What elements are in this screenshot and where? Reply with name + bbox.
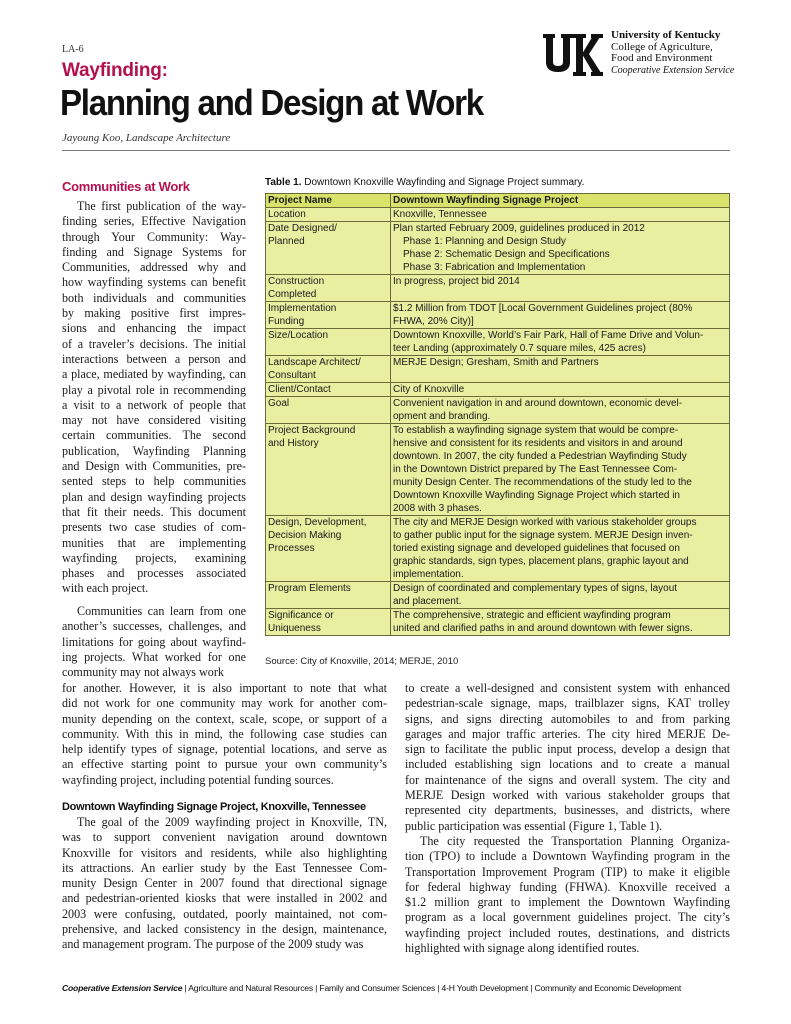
text-line: for another. However, it is also important to note that what [62,681,387,695]
text-line: interactions between a person and [62,351,246,366]
table-value-line: to gather public input for the signage system. MERJE Design inven- [393,530,693,541]
text-line: The first publication of the way- [77,199,246,213]
table-value-line: The comprehensive, strategic and efficient wayfinding program [393,610,671,621]
table-phase-line: Phase 3: Fabrication and Implementation [403,262,586,273]
author-line: Jayoung Koo, Landscape Architecture [62,132,231,144]
text-line: finding series, Effective Navigation [62,214,246,229]
table-key-line: Goal [268,398,290,409]
table-source: Source: City of Knoxville, 2014; MERJE, 2010 [265,656,459,667]
text-line: community. With this in mind, the following case studies can [62,726,387,741]
text-line: wayfinding projects, examining [62,550,246,565]
table-key-line: and History [268,438,319,449]
table-row [266,275,730,302]
table-key-line: Client/Contact [268,384,331,395]
page-title: Planning and Design at Work [60,82,483,123]
text-line: through Your Community: Way- [62,229,246,244]
footer-rest: | Agriculture and Natural Resources | Family and Consumer Sciences | 4-H Youth Development | Community and Economic Development [182,983,682,993]
table-value-line: Downtown Knoxville Wayfinding Signage Project which started in [393,490,680,501]
text-line: of a traveler’s decisions. The initial [62,336,246,351]
table-key-line: Landscape Architect/ [268,357,361,368]
table-key-line: Design, Development, [268,517,367,528]
table-key-line: Uniqueness [268,623,321,634]
text-line: munity Design Center in 2007 found that directional signage [62,876,387,891]
text-line: by making positive first impres- [62,306,246,321]
institution-name: University of Kentucky [611,29,721,41]
table-key-line: Location [268,209,306,220]
text-line: and management program. The purpose of the 2009 study was [62,937,364,952]
table-row-key [266,424,391,516]
table-phase-line: Phase 2: Schematic Design and Specifications [403,249,610,260]
table-value-line: In progress, project bid 2014 [393,276,520,287]
table-row-value [391,424,730,516]
project-summary-table [265,193,730,636]
text-line: may not have considered visiting [62,413,246,428]
text-line: community may not always work [62,665,224,680]
table-row-value [391,275,730,302]
text-line: for maintenance of the signs and overall system. The city and [405,772,730,787]
text-line: with each project. [62,581,149,596]
table-key-line: Program Elements [268,583,351,594]
table-value-line: in the Downtown District prepared by The East Tennessee Com- [393,464,678,475]
table-key-line: Processes [268,543,315,554]
text-line: both individuals and communities [62,290,246,305]
text-line: Communities can learn from one [77,604,246,618]
uk-logo [542,32,604,78]
table-value-line: Design of coordinated and complementary types of signs, layout [393,583,678,594]
text-line: 2003 were confusing, outdated, poorly maintained, not com- [62,906,387,921]
table-row-key [266,516,391,582]
table-phase-line: Phase 1: Planning and Design Study [403,236,566,247]
header-rule [62,150,730,151]
table-row [266,609,730,636]
table-row-value [391,208,730,222]
table-row-key [266,302,391,329]
text-line: play a pivotal role in recommending [62,382,246,397]
table-key-line: Project Background [268,425,356,436]
text-line: limitations for going about wayfind- [62,634,246,649]
text-line: presents two case studies of com- [62,520,246,535]
text-line: to create a well-designed and consistent system with enhanced [405,681,730,695]
text-line: included establishing sign locations and to create a manual [405,757,730,772]
table-row [266,208,730,222]
table-caption-text: Downtown Knoxville Wayfinding and Signage Project summary. [301,177,585,188]
text-line: did not work for one community may work for another com- [62,696,387,711]
text-line: signs, and signs directing automobiles to and from parking [405,711,730,726]
table-header-row [266,194,730,208]
table-value-line: implementation. [393,569,464,580]
table-value-line: Knoxville, Tennessee [393,209,487,220]
table-key-line: Significance or [268,610,334,621]
table-row-value [391,302,730,329]
table-key-line: Decision Making [268,530,342,541]
table-row [266,582,730,609]
table-key-line: Completed [268,289,317,300]
table-header-key: Project Name [266,194,391,208]
text-line: Communities, addressed why and [62,260,246,275]
text-line: that fit their needs. This document [62,504,246,519]
table-value-line: teer Landing (approximately 0.7 square miles, 425 acres) [393,343,646,354]
table-header-value: Downtown Wayfinding Signage Project [391,194,730,208]
text-line: $1.2 million grant to implement the Downtown Wayfinding [405,895,730,910]
table-value-line: Downtown Knoxville, World’s Fair Park, Hall of Fame Drive and Volun- [393,330,704,341]
table-key-line: Planned [268,236,305,247]
text-line: publication, Wayfinding Planning [62,443,246,458]
table-row-value [391,356,730,383]
text-line: MERJE Design worked with various stakeholder groups that [405,788,730,803]
text-line: for federal highway funding (FHWA). Knoxville received a [405,879,730,894]
case-study-heading: Downtown Wayfinding Signage Project, Knoxville, Tennessee [62,801,366,813]
table-value-line: toried existing signage and developed guidelines that focused on [393,543,680,554]
table-row-key [266,275,391,302]
text-line: sign to facilitate the public input process, develop a design that [405,742,730,757]
text-line: plan and design wayfinding projects [62,489,246,504]
table-value-line: 2008 with 3 phases. [393,503,482,514]
service-name: Cooperative Extension Service [611,64,735,76]
institution-block [611,30,734,76]
table-value-line: $1.2 Million from TDOT [Local Government Guidelines project (80% [393,303,693,314]
text-line: was to support convenient navigation around downtown [62,830,387,845]
table-row-value [391,397,730,424]
second-paragraph [62,604,246,680]
text-line: sions and enhancing the impact [62,321,246,336]
text-line: Knoxville for visitors and residents, while also highlighting [62,845,387,860]
doc-code: LA-6 [62,44,84,55]
text-line: ing projects. What worked for one [62,649,246,664]
table-value-line: FHWA, 20% City)] [393,316,474,327]
text-line: pedestrian-scale signage, maps, trailblazer signs, KAT trolley [405,696,730,711]
text-line: an effective starting point to pursue your own community’s [62,757,387,772]
intro-paragraph [62,199,246,597]
table-row-value [391,516,730,582]
text-line: The city requested the Transportation Planning Organiza- [420,833,730,848]
text-line: public participation was essential (Figure 1, Table 1). [405,818,663,833]
text-line: its attractions. An earlier study by the East Tennessee Com- [62,860,387,875]
table-value-line: Convenient navigation in and around downtown, economic devel- [393,398,683,409]
table-row-value [391,582,730,609]
text-line: prehensive, and lacked consistency in the design, maintenance, [62,922,387,937]
table-key-line: Construction [268,276,325,287]
table-key-line: Consultant [268,370,316,381]
table-row [266,356,730,383]
series-title: Wayfinding: [62,60,168,81]
table-key-line: Funding [268,316,305,327]
table-row-key [266,356,391,383]
table-row-key [266,397,391,424]
college-line-1: College of Agriculture, [611,40,713,53]
table-value-line: City of Knoxville [393,384,465,395]
table-row-key [266,609,391,636]
text-line: program as a local government guidelines project. The city’s [405,910,730,925]
table-row [266,222,730,275]
text-line: and pedestrian-oriented kiosks that were installed in 2002 and [62,891,387,906]
table-value-line: Plan started February 2009, guidelines produced in 2012 [393,223,645,234]
table-value-line: united and clarified paths in and around downtown with fewer signs. [393,623,693,634]
text-line: munity depending on the context, scale, scope, or support of a [62,711,387,726]
table-value-line: munity Design Center. The recommendations of the study led to the [393,477,692,488]
table-value-line: hensive and consistent for its residents and visitors in and around [393,438,683,449]
text-line: how wayfinding systems can benefit [62,275,246,290]
table-row-value [391,383,730,397]
text-line: help identify types of signage, potential locations, and serve as [62,742,387,757]
table-row-key [266,582,391,609]
table-row [266,329,730,356]
table-row-key [266,208,391,222]
table-value-line: and placement. [393,596,462,607]
table-caption [265,177,584,188]
text-line: wayfinding project, including potential funding sources. [62,772,334,787]
table-row [266,397,730,424]
text-line: Transportation Improvement Program (TIP) to make it eligible [405,864,730,879]
text-line: a visit to a network of people that [62,397,246,412]
table-row-value [391,222,730,275]
table-row-key [266,222,391,275]
footer-line [62,983,681,993]
text-line: wayfinding project included routes, destinations, and districts [405,925,730,940]
table-row [266,424,730,516]
text-line: The goal of the 2009 wayfinding project in Knoxville, TN, [77,815,387,829]
table-row [266,302,730,329]
table-value-line: opment and branding. [393,411,491,422]
table-caption-label: Table 1. [265,177,302,188]
text-line: represented city departments, businesses, and districts, where [405,803,730,818]
table-row-value [391,609,730,636]
text-line: finding and Signage Systems for [62,244,246,259]
table-row [266,516,730,582]
table-value-line: To establish a wayfinding signage system that would be compre- [393,425,679,436]
section-heading: Communities at Work [62,179,190,194]
text-line: and Design with Communities, pre- [62,459,246,474]
text-line: munities that are implementing [62,535,246,550]
table-value-line: graphic standards, sign types, placement plans, graphic layout and [393,556,689,567]
table-row-key [266,329,391,356]
table-value-line: MERJE Design; Gresham, Smith and Partners [393,357,599,368]
table-key-line: Implementation [268,303,337,314]
text-line: another’s successes, challenges, and [62,619,246,634]
text-line: highlighted with signage along identified routes. [405,941,640,956]
table-row-value [391,329,730,356]
table-key-line: Date Designed/ [268,223,337,234]
table-row-key [266,383,391,397]
case-study-right-text [405,681,730,956]
table-value-line: The city and MERJE Design worked with various stakeholder groups [393,517,697,528]
text-line: certain communities. The second [62,428,246,443]
text-line: a place, mediated by wayfinding, can [62,367,246,382]
text-line: sented steps to help communities [62,474,246,489]
text-line: phases and processes associated [62,566,246,581]
footer-lead: Cooperative Extension Service [62,983,183,993]
table-key-line: Size/Location [268,330,329,341]
wide-paragraph [62,681,387,788]
table-row [266,383,730,397]
text-line: tion (TPO) to include a Downtown Wayfinding program in the [405,849,730,864]
table-value-line: downtown. In 2007, the city funded a Pedestrian Wayfinding Study [393,451,687,462]
logo-text: UK [572,76,574,77]
case-study-left-text [62,815,387,953]
college-line-2: Food and Environment [611,52,713,64]
text-line: garages and major traffic arteries. The city hired MERJE De- [405,726,730,741]
